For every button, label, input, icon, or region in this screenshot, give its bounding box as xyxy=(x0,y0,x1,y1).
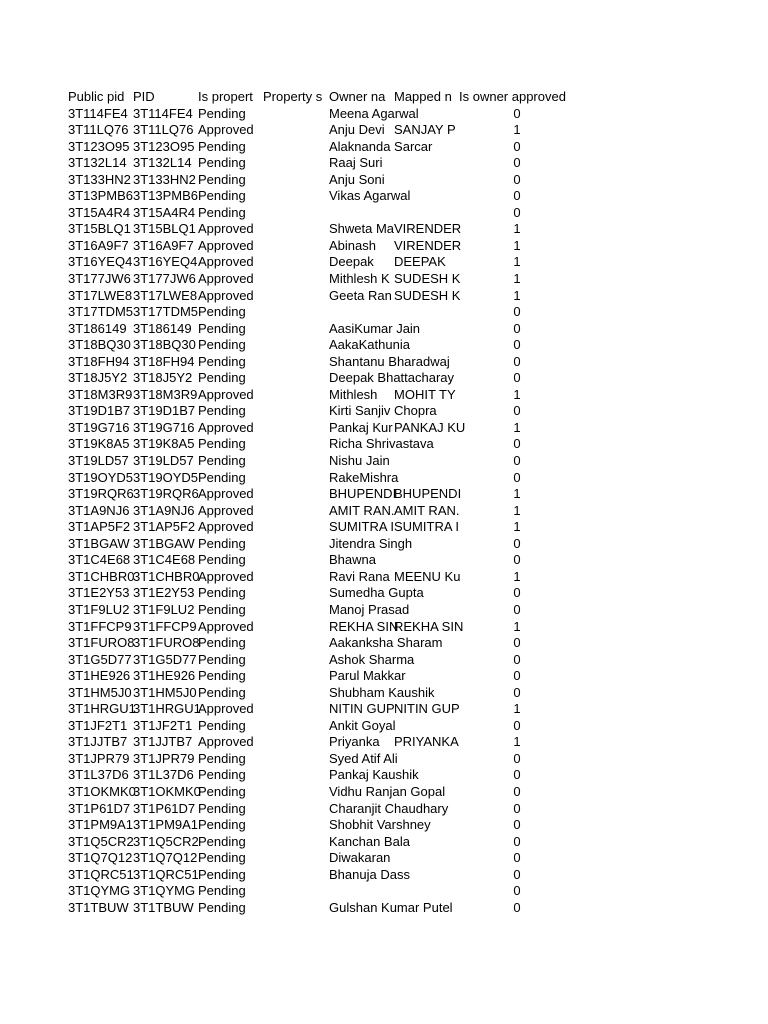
cell-public-pid: 3T18M3R9 xyxy=(68,386,133,402)
cell-owner-name: Shantanu Bharadwaj xyxy=(329,353,450,369)
cell-owner-name: Gulshan Kumar Putel xyxy=(329,899,453,915)
cell-owner-name: AasiKumar Jain xyxy=(329,320,421,336)
cell-public-pid: 3T1F9LU2 xyxy=(68,601,130,617)
cell-is-owner-approved: 0 xyxy=(513,635,521,651)
cell-property-status: Pending xyxy=(198,138,246,154)
cell-is-owner-approved: 1 xyxy=(513,568,521,584)
cell-mapped-name: SUMITRA I xyxy=(394,519,460,535)
cell-owner-name: AakaKathunia xyxy=(329,337,410,353)
cell-is-owner-approved: 0 xyxy=(513,552,521,568)
cell-property-status: Approved xyxy=(198,701,254,717)
cell-is-owner-approved: 1 xyxy=(513,502,521,518)
cell-owner-name: Diwakaran xyxy=(329,850,391,866)
cell-public-pid: 3T1Q5CR2 xyxy=(68,833,134,849)
cell-pid: 3T1TBUW xyxy=(133,899,194,915)
cell-pid: 3T1HE926 xyxy=(133,668,196,684)
cell-owner-name: Anju Devi xyxy=(329,122,385,138)
cell-is-owner-approved: 1 xyxy=(513,254,521,270)
cell-public-pid: 3T19G716 xyxy=(68,419,130,435)
cell-mapped-name: MOHIT TY xyxy=(394,386,456,402)
cell-public-pid: 3T1JPR79 xyxy=(68,750,130,766)
cell-owner-name: Shubham Kaushik xyxy=(329,684,435,700)
cell-pid: 3T1P61D7 xyxy=(133,800,196,816)
cell-pid: 3T1CHBR0 xyxy=(133,568,200,584)
cell-owner-name: Kirti Sanjiv Chopra xyxy=(329,403,437,419)
cell-owner-name: Bhawna xyxy=(329,552,376,568)
cell-owner-name: Mithlesh xyxy=(329,386,378,402)
cell-pid: 3T132L14 xyxy=(133,155,192,171)
cell-property-status: Pending xyxy=(198,866,246,882)
cell-property-status: Pending xyxy=(198,750,246,766)
cell-is-owner-approved: 0 xyxy=(513,883,521,899)
cell-is-owner-approved: 0 xyxy=(513,866,521,882)
cell-pid: 3T16A9F7 xyxy=(133,237,194,253)
cell-public-pid: 3T1JF2T1 xyxy=(68,717,128,733)
cell-property-status: Pending xyxy=(198,585,246,601)
cell-public-pid: 3T1BGAW xyxy=(68,535,130,551)
cell-is-owner-approved: 0 xyxy=(513,800,521,816)
cell-is-owner-approved: 1 xyxy=(513,734,521,750)
cell-property-status: Pending xyxy=(198,436,246,452)
cell-owner-name: Jitendra Singh xyxy=(329,535,413,551)
cell-pid: 3T1OKMK0 xyxy=(133,783,201,799)
cell-is-owner-approved: 0 xyxy=(513,370,521,386)
cell-public-pid: 3T11LQ76 xyxy=(68,122,129,138)
cell-is-owner-approved: 0 xyxy=(513,320,521,336)
cell-is-owner-approved: 0 xyxy=(513,453,521,469)
cell-mapped-name: MEENU Ku xyxy=(394,568,461,584)
cell-public-pid: 3T1FURO8 xyxy=(68,635,135,651)
cell-is-owner-approved: 1 xyxy=(513,386,521,402)
cell-property-status: Pending xyxy=(198,817,246,833)
cell-property-status: Approved xyxy=(198,271,254,287)
cell-pid: 3T19LD57 xyxy=(133,453,194,469)
cell-public-pid: 3T1G5D77 xyxy=(68,651,132,667)
cell-is-owner-approved: 0 xyxy=(513,601,521,617)
cell-public-pid: 3T1A9NJ6 xyxy=(68,502,130,518)
cell-public-pid: 3T18J5Y2 xyxy=(68,370,128,386)
cell-pid: 3T1JF2T1 xyxy=(133,717,193,733)
cell-pid: 3T1QYMG xyxy=(133,883,196,899)
cell-mapped-name: REKHA SIN xyxy=(394,618,464,634)
cell-owner-name: NITIN GUP xyxy=(329,701,395,717)
header-mapped-name: Mapped n xyxy=(394,89,452,104)
cell-is-owner-approved: 0 xyxy=(513,817,521,833)
cell-is-owner-approved: 0 xyxy=(513,337,521,353)
cell-public-pid: 3T17TDM5 xyxy=(68,304,134,320)
cell-owner-name: BHUPENDI xyxy=(329,486,397,502)
cell-owner-name: Shobhit Varshney xyxy=(329,817,431,833)
cell-pid: 3T1F9LU2 xyxy=(133,601,195,617)
header-public-pid: Public pid xyxy=(68,89,125,104)
cell-mapped-name: AMIT RAN. xyxy=(394,502,460,518)
cell-is-owner-approved: 0 xyxy=(513,171,521,187)
cell-mapped-name: DEEPAK xyxy=(394,254,446,270)
cell-is-owner-approved: 1 xyxy=(513,122,521,138)
cell-public-pid: 3T16YEQ4 xyxy=(68,254,133,270)
cell-owner-name: AMIT RAN. xyxy=(329,502,395,518)
cell-pid: 3T1JPR79 xyxy=(133,750,195,766)
cell-public-pid: 3T1L37D6 xyxy=(68,767,129,783)
cell-public-pid: 3T123O95 xyxy=(68,138,130,154)
cell-pid: 3T1HRGU1 xyxy=(133,701,201,717)
cell-is-owner-approved: 1 xyxy=(513,486,521,502)
cell-property-status: Approved xyxy=(198,221,254,237)
cell-public-pid: 3T1Q7Q12 xyxy=(68,850,133,866)
cell-public-pid: 3T132L14 xyxy=(68,155,127,171)
cell-property-status: Approved xyxy=(198,386,254,402)
cell-pid: 3T1C4E68 xyxy=(133,552,196,568)
cell-owner-name: Ankit Goyal xyxy=(329,717,396,733)
cell-public-pid: 3T16A9F7 xyxy=(68,237,129,253)
cell-pid: 3T1BGAW xyxy=(133,535,195,551)
cell-pid: 3T11LQ76 xyxy=(133,122,194,138)
cell-property-status: Pending xyxy=(198,635,246,651)
cell-property-status: Pending xyxy=(198,601,246,617)
cell-pid: 3T1E2Y53 xyxy=(133,585,195,601)
cell-property-status: Pending xyxy=(198,370,246,386)
cell-public-pid: 3T1FFCP9 xyxy=(68,618,132,634)
cell-public-pid: 3T1OKMK0 xyxy=(68,783,136,799)
cell-is-owner-approved: 0 xyxy=(513,585,521,601)
cell-property-status: Approved xyxy=(198,502,254,518)
cell-owner-name: Deepak Bhattacharay xyxy=(329,370,455,386)
cell-property-status: Pending xyxy=(198,767,246,783)
cell-owner-name: Vikas Agarwal xyxy=(329,188,411,204)
cell-public-pid: 3T133HN2 xyxy=(68,171,131,187)
cell-is-owner-approved: 0 xyxy=(513,353,521,369)
cell-public-pid: 3T1HRGU1 xyxy=(68,701,136,717)
cell-property-status: Pending xyxy=(198,651,246,667)
cell-public-pid: 3T19OYD5 xyxy=(68,469,134,485)
cell-owner-name: Richa Shrivastava xyxy=(329,436,434,452)
cell-is-owner-approved: 0 xyxy=(513,436,521,452)
cell-public-pid: 3T1JJTB7 xyxy=(68,734,128,750)
cell-is-owner-approved: 1 xyxy=(513,287,521,303)
cell-owner-name: Kanchan Bala xyxy=(329,833,410,849)
cell-owner-name: Geeta Ran xyxy=(329,287,392,303)
cell-property-status: Pending xyxy=(198,552,246,568)
cell-is-owner-approved: 0 xyxy=(513,668,521,684)
cell-property-status: Pending xyxy=(198,453,246,469)
cell-public-pid: 3T177JW6 xyxy=(68,271,131,287)
cell-is-owner-approved: 1 xyxy=(513,271,521,287)
cell-property-status: Approved xyxy=(198,122,254,138)
cell-pid: 3T13PMB6 xyxy=(133,188,199,204)
cell-pid: 3T16YEQ4 xyxy=(133,254,198,270)
cell-property-status: Approved xyxy=(198,287,254,303)
cell-public-pid: 3T186149 xyxy=(68,320,127,336)
cell-is-owner-approved: 0 xyxy=(513,155,521,171)
cell-is-owner-approved: 0 xyxy=(513,833,521,849)
cell-pid: 3T123O95 xyxy=(133,138,195,154)
cell-property-status: Approved xyxy=(198,568,254,584)
cell-pid: 3T18M3R9 xyxy=(133,386,198,402)
cell-owner-name: Shweta Ma xyxy=(329,221,395,237)
cell-public-pid: 3T114FE4 xyxy=(68,105,128,121)
cell-public-pid: 3T15A4R4 xyxy=(68,204,131,220)
header-owner-name: Owner na xyxy=(329,89,386,104)
cell-is-owner-approved: 0 xyxy=(513,204,521,220)
cell-public-pid: 3T19D1B7 xyxy=(68,403,131,419)
cell-public-pid: 3T1C4E68 xyxy=(68,552,131,568)
cell-mapped-name: NITIN GUP xyxy=(394,701,460,717)
cell-public-pid: 3T1CHBR0 xyxy=(68,568,135,584)
cell-is-owner-approved: 0 xyxy=(513,138,521,154)
cell-owner-name: Anju Soni xyxy=(329,171,385,187)
cell-public-pid: 3T19K8A5 xyxy=(68,436,130,452)
cell-mapped-name: SUDESH K xyxy=(394,287,461,303)
cell-public-pid: 3T18FH94 xyxy=(68,353,130,369)
cell-property-status: Pending xyxy=(198,204,246,220)
cell-pid: 3T1L37D6 xyxy=(133,767,194,783)
cell-property-status: Pending xyxy=(198,353,246,369)
header-is-property: Is propert xyxy=(198,89,253,104)
cell-owner-name: Meena Agarwal xyxy=(329,105,419,121)
cell-pid: 3T19RQR6 xyxy=(133,486,199,502)
cell-property-status: Pending xyxy=(198,783,246,799)
cell-owner-name: RakeMishra xyxy=(329,469,399,485)
cell-mapped-name: VIRENDER xyxy=(394,237,462,253)
cell-pid: 3T19D1B7 xyxy=(133,403,196,419)
cell-public-pid: 3T1E2Y53 xyxy=(68,585,130,601)
cell-public-pid: 3T1AP5F2 xyxy=(68,519,131,535)
cell-mapped-name: PANKAJ KU xyxy=(394,419,466,435)
cell-public-pid: 3T1PM9A1 xyxy=(68,817,134,833)
cell-is-owner-approved: 0 xyxy=(513,717,521,733)
cell-is-owner-approved: 0 xyxy=(513,684,521,700)
cell-mapped-name: BHUPENDI xyxy=(394,486,462,502)
cell-pid: 3T177JW6 xyxy=(133,271,196,287)
cell-owner-name: Pankaj Kaushik xyxy=(329,767,419,783)
header-pid: PID xyxy=(133,89,155,104)
cell-is-owner-approved: 1 xyxy=(513,519,521,535)
header-property-status: Property s xyxy=(263,89,323,104)
cell-pid: 3T1FURO8 xyxy=(133,635,200,651)
cell-pid: 3T1Q7Q12 xyxy=(133,850,198,866)
cell-public-pid: 3T19RQR6 xyxy=(68,486,134,502)
cell-is-owner-approved: 0 xyxy=(513,105,521,121)
cell-mapped-name: SANJAY P xyxy=(394,122,456,138)
cell-is-owner-approved: 0 xyxy=(513,403,521,419)
cell-public-pid: 3T15BLQ1 xyxy=(68,221,131,237)
cell-is-owner-approved: 0 xyxy=(513,850,521,866)
cell-is-owner-approved: 0 xyxy=(513,750,521,766)
cell-property-status: Pending xyxy=(198,155,246,171)
cell-owner-name: Sumedha Gupta xyxy=(329,585,424,601)
cell-pid: 3T18FH94 xyxy=(133,353,195,369)
cell-public-pid: 3T18BQ30 xyxy=(68,337,131,353)
header-is-owner-approved: Is owner approved xyxy=(459,89,566,104)
cell-property-status: Approved xyxy=(198,618,254,634)
cell-owner-name: Raaj Suri xyxy=(329,155,383,171)
cell-property-status: Pending xyxy=(198,684,246,700)
cell-pid: 3T1AP5F2 xyxy=(133,519,196,535)
cell-property-status: Pending xyxy=(198,883,246,899)
cell-owner-name: Ravi Rana xyxy=(329,568,390,584)
cell-public-pid: 3T1P61D7 xyxy=(68,800,131,816)
cell-public-pid: 3T13PMB6 xyxy=(68,188,134,204)
cell-owner-name: Nishu Jain xyxy=(329,453,390,469)
cell-owner-name: Mithlesh K xyxy=(329,271,390,287)
cell-is-owner-approved: 1 xyxy=(513,618,521,634)
cell-owner-name: Deepak xyxy=(329,254,374,270)
cell-pid: 3T1Q5CR2 xyxy=(133,833,199,849)
cell-is-owner-approved: 1 xyxy=(513,237,521,253)
cell-property-status: Approved xyxy=(198,734,254,750)
cell-property-status: Pending xyxy=(198,469,246,485)
cell-property-status: Pending xyxy=(198,800,246,816)
cell-public-pid: 3T1HE926 xyxy=(68,668,131,684)
cell-mapped-name: PRIYANKA xyxy=(394,734,459,750)
cell-is-owner-approved: 0 xyxy=(513,651,521,667)
cell-pid: 3T114FE4 xyxy=(133,105,193,121)
cell-pid: 3T1FFCP9 xyxy=(133,618,197,634)
cell-owner-name: REKHA SIN xyxy=(329,618,399,634)
cell-is-owner-approved: 1 xyxy=(513,221,521,237)
cell-property-status: Pending xyxy=(198,899,246,915)
cell-mapped-name: VIRENDER xyxy=(394,221,462,237)
cell-pid: 3T18J5Y2 xyxy=(133,370,193,386)
cell-owner-name: Charanjit Chaudhary xyxy=(329,800,449,816)
cell-is-owner-approved: 0 xyxy=(513,783,521,799)
cell-pid: 3T1PM9A1 xyxy=(133,817,199,833)
cell-public-pid: 3T19LD57 xyxy=(68,453,129,469)
cell-is-owner-approved: 0 xyxy=(513,535,521,551)
cell-is-owner-approved: 0 xyxy=(513,188,521,204)
cell-owner-name: Syed Atif Ali xyxy=(329,750,398,766)
cell-owner-name: Manoj Prasad xyxy=(329,601,410,617)
cell-pid: 3T1G5D77 xyxy=(133,651,197,667)
cell-owner-name: Aakanksha Sharam xyxy=(329,635,443,651)
cell-property-status: Pending xyxy=(198,717,246,733)
cell-public-pid: 3T1QRC51 xyxy=(68,866,134,882)
cell-property-status: Approved xyxy=(198,519,254,535)
cell-owner-name: Pankaj Kur xyxy=(329,419,393,435)
cell-pid: 3T1A9NJ6 xyxy=(133,502,195,518)
cell-property-status: Pending xyxy=(198,304,246,320)
cell-property-status: Pending xyxy=(198,105,246,121)
cell-pid: 3T15A4R4 xyxy=(133,204,196,220)
cell-pid: 3T19K8A5 xyxy=(133,436,195,452)
cell-is-owner-approved: 0 xyxy=(513,304,521,320)
cell-property-status: Approved xyxy=(198,419,254,435)
cell-public-pid: 3T1TBUW xyxy=(68,899,129,915)
cell-pid: 3T17TDM5 xyxy=(133,304,199,320)
cell-is-owner-approved: 1 xyxy=(513,701,521,717)
cell-property-status: Pending xyxy=(198,850,246,866)
cell-pid: 3T19OYD5 xyxy=(133,469,199,485)
cell-owner-name: Bhanuja Dass xyxy=(329,866,410,882)
cell-property-status: Pending xyxy=(198,337,246,353)
cell-owner-name: Priyanka xyxy=(329,734,380,750)
cell-pid: 3T133HN2 xyxy=(133,171,196,187)
cell-owner-name: SUMITRA I xyxy=(329,519,395,535)
cell-is-owner-approved: 0 xyxy=(513,767,521,783)
cell-property-status: Pending xyxy=(198,403,246,419)
cell-property-status: Approved xyxy=(198,486,254,502)
cell-pid: 3T1HM5J0 xyxy=(133,684,197,700)
cell-property-status: Approved xyxy=(198,237,254,253)
cell-public-pid: 3T17LWE8 xyxy=(68,287,133,303)
cell-owner-name: Parul Makkar xyxy=(329,668,406,684)
cell-property-status: Approved xyxy=(198,254,254,270)
cell-pid: 3T19G716 xyxy=(133,419,195,435)
cell-is-owner-approved: 0 xyxy=(513,469,521,485)
cell-pid: 3T17LWE8 xyxy=(133,287,198,303)
cell-pid: 3T1JJTB7 xyxy=(133,734,193,750)
cell-public-pid: 3T1HM5J0 xyxy=(68,684,132,700)
cell-is-owner-approved: 1 xyxy=(513,419,521,435)
cell-property-status: Pending xyxy=(198,320,246,336)
cell-property-status: Pending xyxy=(198,535,246,551)
cell-owner-name: Abinash xyxy=(329,237,376,253)
cell-pid: 3T186149 xyxy=(133,320,192,336)
cell-is-owner-approved: 0 xyxy=(513,899,521,915)
cell-property-status: Pending xyxy=(198,188,246,204)
cell-owner-name: Alaknanda Sarcar xyxy=(329,138,433,154)
cell-public-pid: 3T1QYMG xyxy=(68,883,131,899)
cell-property-status: Pending xyxy=(198,833,246,849)
cell-owner-name: Vidhu Ranjan Gopal xyxy=(329,783,446,799)
cell-property-status: Pending xyxy=(198,668,246,684)
cell-pid: 3T1QRC51 xyxy=(133,866,199,882)
cell-mapped-name: SUDESH K xyxy=(394,271,461,287)
cell-owner-name: Ashok Sharma xyxy=(329,651,415,667)
cell-pid: 3T15BLQ1 xyxy=(133,221,196,237)
cell-pid: 3T18BQ30 xyxy=(133,337,196,353)
cell-property-status: Pending xyxy=(198,171,246,187)
